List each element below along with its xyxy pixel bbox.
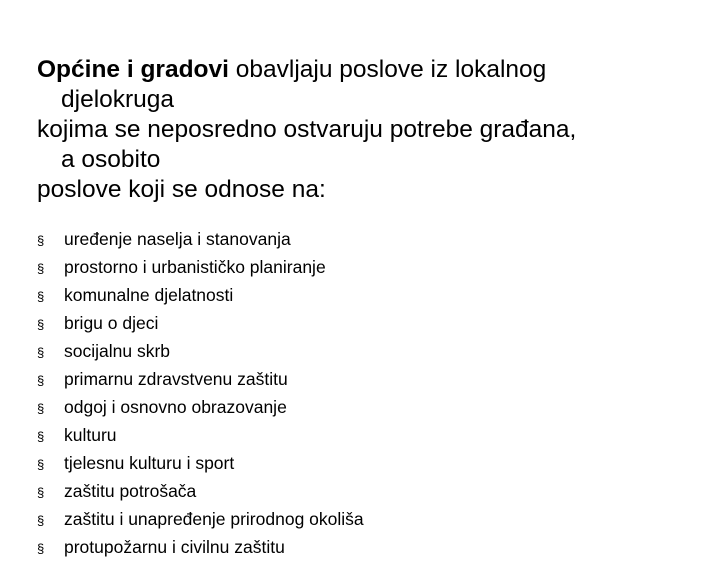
bullet-list <box>37 226 364 562</box>
bullet-icon: § <box>37 541 45 556</box>
bullet-icon: § <box>37 457 45 472</box>
list-item <box>37 506 364 534</box>
list-item-text: kulturu <box>64 425 117 445</box>
list-item-text: protupožarnu i civilnu zaštitu <box>64 537 285 557</box>
intro-line-4: a osobito <box>61 146 161 173</box>
list-item <box>37 450 364 478</box>
list-item <box>37 254 364 282</box>
intro-line-2: djelokruga <box>61 86 175 113</box>
intro-line-1 <box>37 55 687 85</box>
bullet-icon: § <box>37 429 45 444</box>
bullet-icon: § <box>37 261 45 276</box>
list-item-text: komunalne djelatnosti <box>64 285 234 305</box>
bullet-icon: § <box>37 513 45 528</box>
bullet-icon: § <box>37 485 45 500</box>
list-item <box>37 366 364 394</box>
bullet-icon: § <box>37 373 45 388</box>
list-item-text: uređenje naselja i stanovanja <box>64 229 291 249</box>
intro-paragraph <box>37 55 687 205</box>
list-item <box>37 282 364 310</box>
bullet-icon: § <box>37 345 45 360</box>
list-item <box>37 226 364 254</box>
list-item <box>37 310 364 338</box>
list-item <box>37 394 364 422</box>
list-item-text: prostorno i urbanističko planiranje <box>64 257 326 277</box>
bullet-icon: § <box>37 233 45 248</box>
list-item-text: zaštitu i unapređenje prirodnog okoliša <box>64 509 364 529</box>
list-item-text: zaštitu potrošača <box>64 481 197 501</box>
intro-line-5: poslove koji se odnose na: <box>37 176 326 203</box>
list-item <box>37 338 364 366</box>
list-item-text: tjelesnu kulturu i sport <box>64 453 235 473</box>
bullet-icon: § <box>37 317 45 332</box>
intro-line-3: kojima se neposredno ostvaruju potrebe građana, <box>37 116 577 143</box>
list-item-text: odgoj i osnovno obrazovanje <box>64 397 287 417</box>
list-item <box>37 534 364 562</box>
list-item <box>37 478 364 506</box>
list-item-text: brigu o djeci <box>64 313 159 333</box>
bullet-icon: § <box>37 401 45 416</box>
intro-bold-subject: Općine i gradovi <box>37 56 229 83</box>
bullet-icon: § <box>37 289 45 304</box>
list-item <box>37 422 364 450</box>
list-item-text: primarnu zdravstvenu zaštitu <box>64 369 288 389</box>
intro-line-1-text: obavljaju poslove iz lokalnog <box>228 56 547 83</box>
list-item-text: socijalnu skrb <box>64 341 171 361</box>
